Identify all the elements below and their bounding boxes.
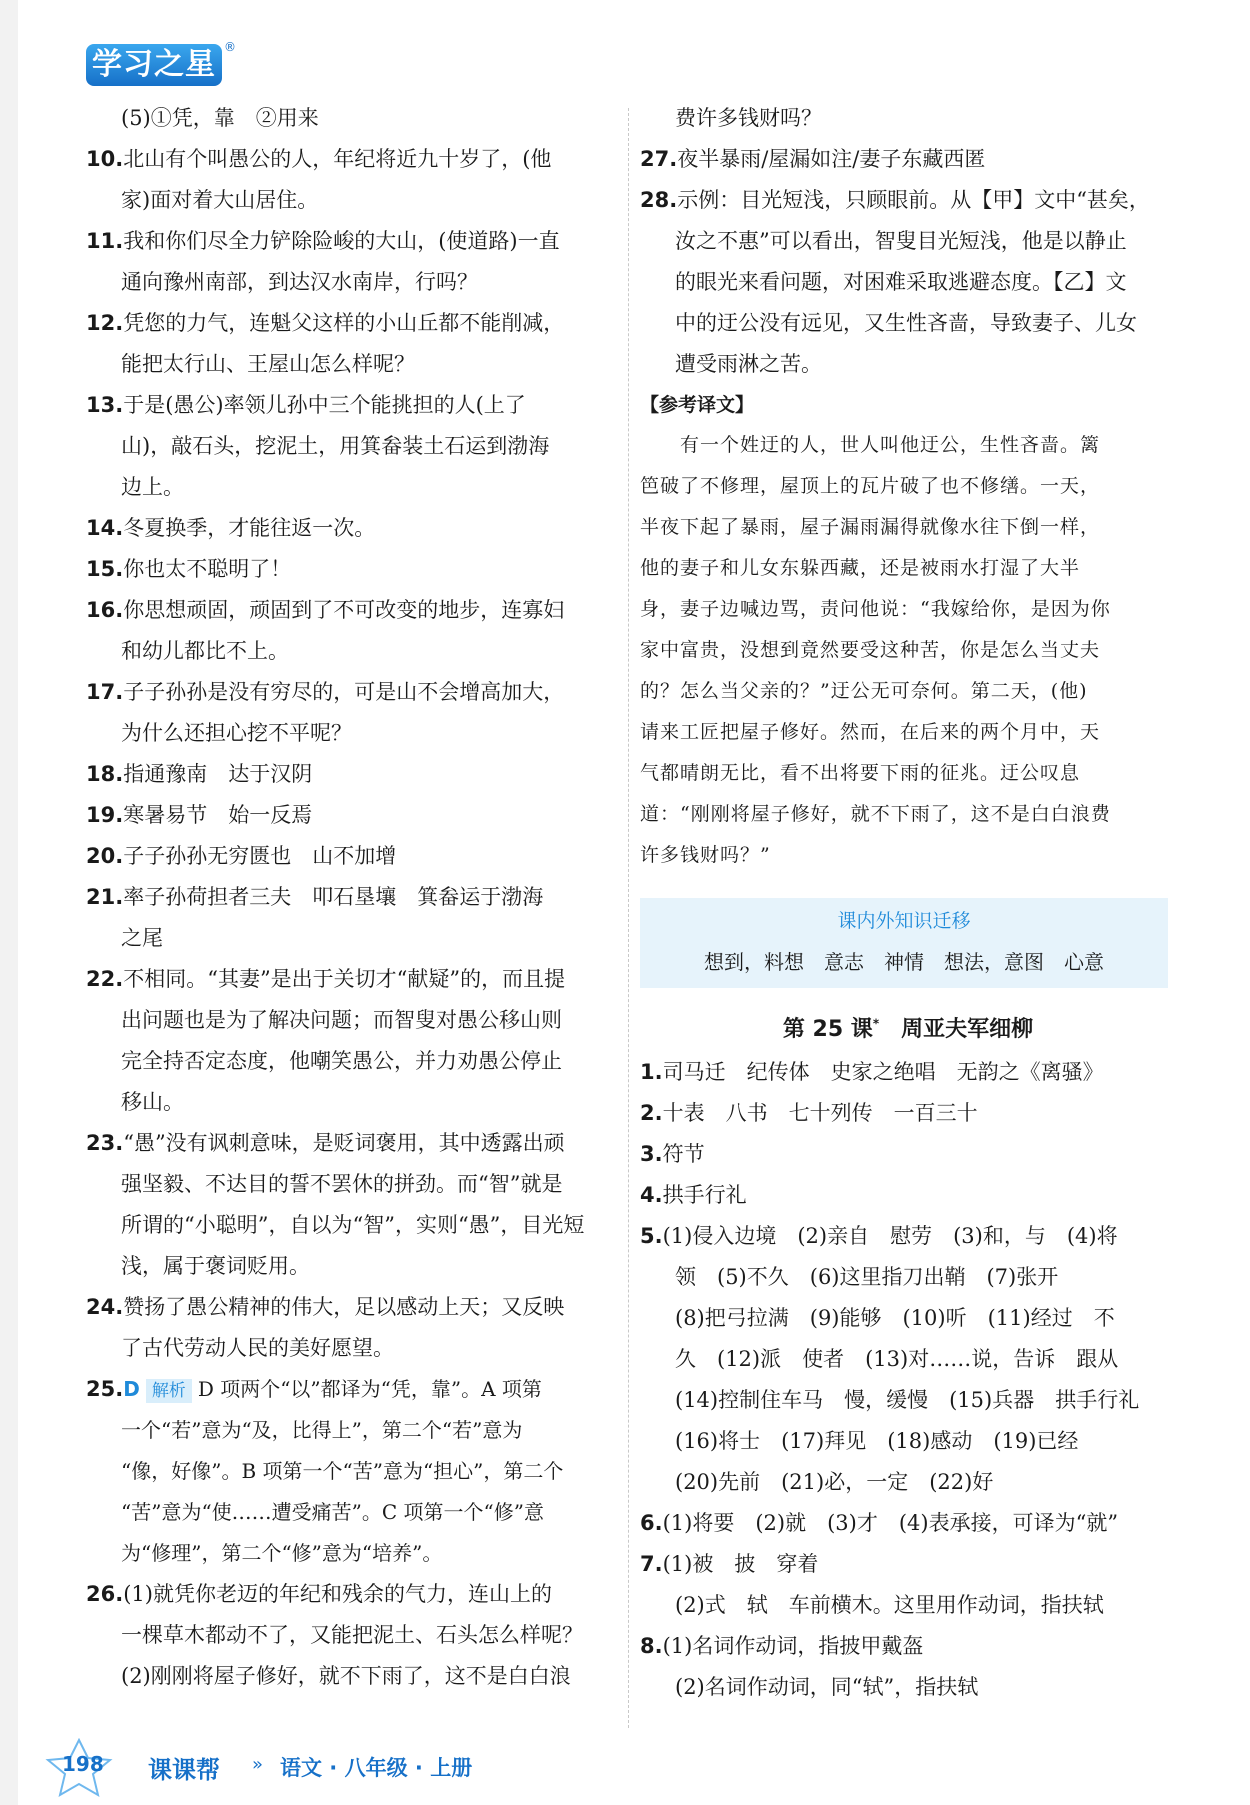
answer-line <box>86 303 618 344</box>
answer-line <box>86 344 618 385</box>
answer-text: 之尾 <box>121 926 163 950</box>
answer-text: (1)被 披 穿着 <box>662 1552 819 1576</box>
answer-number: 15. <box>86 557 124 581</box>
answer-text: (2)名词作动词，同“轼”，指扶轼 <box>675 1675 979 1699</box>
right-column <box>640 98 1176 876</box>
answer-text: 你也太不聪明了！ <box>123 557 292 581</box>
answer-choice: D <box>123 1377 140 1401</box>
answer-text: 久 (12)派 使者 (13)对……说，告诉 跟从 <box>675 1347 1119 1371</box>
answer-line <box>86 549 618 590</box>
left-column <box>86 98 618 1697</box>
answer-text: (1)侵入边境 (2)亲自 慰劳 (3)和，与 (4)将 <box>662 1224 1118 1248</box>
answer-text: 寒暑易节 始一反焉 <box>123 803 313 827</box>
answer-line <box>640 1421 1176 1462</box>
answer-number: 19. <box>86 803 124 827</box>
answer-text: 为“修理”，第二个“修”意为“培养”。 <box>121 1541 443 1565</box>
answer-text: 冬夏换季，才能往返一次。 <box>123 516 376 540</box>
answer-text: 不相同。“其妻”是出于关切才“献疑”的，而且提 <box>123 967 566 991</box>
answer-text: 遭受雨淋之苦。 <box>675 352 822 376</box>
answer-line <box>640 1462 1176 1503</box>
answer-text: 和幼儿都比不上。 <box>121 639 289 663</box>
answer-number: 17. <box>86 680 124 704</box>
answer-number: 11. <box>86 229 124 253</box>
answer-line <box>640 1339 1176 1380</box>
lesson-name: 周亚夫军细柳 <box>901 1017 1034 1042</box>
answer-line <box>86 1246 618 1287</box>
answer-text: 示例：目光短浅，只顾眼前。从【甲】文中“甚矣， <box>677 188 1150 212</box>
answer-line <box>86 836 618 877</box>
answer-text: 十表 八书 七十列传 一百三十 <box>662 1101 978 1125</box>
book-subject: 语文 · 八年级 · 上册 <box>280 1756 473 1780</box>
answer-text: 符节 <box>662 1142 705 1166</box>
answer-line <box>86 180 618 221</box>
answer-text: 夜半暴雨/屋漏如注/妻子东藏西匿 <box>677 147 986 171</box>
knowledge-box-title: 课内外知识迁移 <box>837 910 971 932</box>
answer-text: 领 (5)不久 (6)这里指刀出鞘 (7)张开 <box>675 1265 1059 1289</box>
answer-line <box>86 877 618 918</box>
translation-line: 半夜下起了暴雨，屋子漏雨漏得就像水往下倒一样， <box>640 516 1101 538</box>
answer-line <box>86 139 618 180</box>
answer-text: 了古代劳动人民的美好愿望。 <box>121 1336 394 1360</box>
translation-line: 家中富贵，没想到竟然要受这种苦，你是怎么当丈夫 <box>640 639 1101 661</box>
answer-number: 14. <box>86 516 124 540</box>
answer-text: (8)把弓拉满 (9)能够 (10)听 (11)经过 不 <box>675 1306 1115 1330</box>
answer-number: 4. <box>640 1183 663 1207</box>
reference-heading: 【参考译文】 <box>640 394 755 416</box>
answer-line <box>86 1287 618 1328</box>
answer-text: 的眼光来看问题，对困难采取逃避态度。【乙】文 <box>675 270 1127 294</box>
answer-text: 费许多钱财吗？ <box>675 106 822 130</box>
answer-line <box>86 98 618 139</box>
answer-text: 司马迁 纪传体 史家之绝唱 无韵之《离骚》 <box>662 1060 1104 1084</box>
page-edge <box>0 0 18 1805</box>
answer-text: (20)先前 (21)必，一定 (22)好 <box>675 1470 994 1494</box>
answer-text: 出问题也是为了解决问题；而智叟对愚公移山则 <box>121 1008 562 1032</box>
answer-text: “苦”意为“使……遭受痛苦”。C 项第一个“修”意 <box>121 1500 545 1524</box>
translation-line: 身，妻子边喊边骂，责问他说：“我嫁给你，是因为你 <box>640 598 1111 620</box>
answer-line <box>640 303 1176 344</box>
translation-line: 的？怎么当父亲的？”迂公无可奈何。第二天，(他) <box>640 680 1088 702</box>
answer-text: “像，好像”。B 项第一个“苦”意为“担心”，第二个 <box>121 1459 564 1483</box>
answer-number: 10. <box>86 147 124 171</box>
answer-line <box>86 467 618 508</box>
answer-line <box>86 631 618 672</box>
answer-text: (2)刚刚将屋子修好，就不下雨了，这不是白白浪 <box>121 1664 571 1688</box>
answer-text: (1)将要 (2)就 (3)才 (4)表承接，可译为“就” <box>662 1511 1119 1535</box>
answer-number: 18. <box>86 762 124 786</box>
answer-text: 率子孙荷担者三夫 叩石垦壤 箕畚运于渤海 <box>123 885 544 909</box>
answer-line <box>640 1380 1176 1421</box>
answer-number: 6. <box>640 1511 663 1535</box>
answer-number: 13. <box>86 393 124 417</box>
answer-text: 子子孙孙无穷匮也 山不加增 <box>123 844 397 868</box>
answer-line <box>86 1328 618 1369</box>
answer-number: 16. <box>86 598 124 622</box>
answer-line <box>86 1656 618 1697</box>
answer-line <box>86 262 618 303</box>
lesson-answers <box>640 1052 1176 1708</box>
answer-line <box>640 1544 1176 1585</box>
answer-text: “愚”没有讽刺意味，是贬词褒用，其中透露出顽 <box>123 1131 565 1155</box>
answer-line <box>640 1052 1176 1093</box>
answer-text: 你思想顽固，顽固到了不可改变的地步，连寡妇 <box>123 598 565 622</box>
answer-text: 凭您的力气，连魁父这样的小山丘都不能削减， <box>123 311 565 335</box>
answer-number: 3. <box>640 1142 663 1166</box>
answer-number: 22. <box>86 967 124 991</box>
answer-text: 汝之不惠”可以看出，智叟目光短浅，他是以静止 <box>675 229 1127 253</box>
answer-line <box>86 1164 618 1205</box>
answer-line <box>86 1492 618 1533</box>
answer-line <box>86 959 618 1000</box>
answer-line <box>86 1615 618 1656</box>
answer-line <box>640 1093 1176 1134</box>
answer-line <box>640 1585 1176 1626</box>
translation-line: 许多钱财吗？” <box>640 844 771 866</box>
answer-text: 移山。 <box>121 1090 184 1114</box>
answer-text: (14)控制住车马 慢，缓慢 (15)兵器 拱手行礼 <box>675 1388 1140 1412</box>
answer-line <box>86 754 618 795</box>
knowledge-box-text: 想到，料想 意志 神情 想法，意图 心意 <box>704 950 1104 974</box>
answer-text: 一个“若”意为“及，比得上”，第二个“若”意为 <box>121 1418 523 1442</box>
answer-text: 强坚毅、不达目的誓不罢休的拼劲。而“智”就是 <box>121 1172 563 1196</box>
page-footer <box>44 1738 564 1798</box>
column-divider <box>628 108 629 1728</box>
answer-number: 2. <box>640 1101 663 1125</box>
answer-line <box>640 1257 1176 1298</box>
answer-line <box>640 139 1176 180</box>
answer-line <box>86 1205 618 1246</box>
answer-line <box>640 344 1176 385</box>
translation-line: 笆破了不修理，屋顶上的瓦片破了也不修缮。一天， <box>640 475 1101 497</box>
answer-line <box>86 713 618 754</box>
translation-line: 请来工匠把屋子修好。然而，在后来的两个月中，天 <box>640 721 1101 743</box>
answer-number: 24. <box>86 1295 124 1319</box>
answer-text: 北山有个叫愚公的人，年纪将近九十岁了，(他 <box>123 147 552 171</box>
answer-line <box>86 918 618 959</box>
analysis-tag: 解析 <box>146 1379 192 1403</box>
answer-text: (5)①凭，靠 ②用来 <box>121 106 319 130</box>
reference-translation <box>640 425 1176 876</box>
answer-text: (2)式 轼 车前横木。这里用作动词，指扶轼 <box>675 1593 1104 1617</box>
knowledge-transfer-box <box>640 898 1168 988</box>
answer-number: 28. <box>640 188 678 212</box>
answer-text: 赞扬了愚公精神的伟大，足以感动上天；又反映 <box>123 1295 565 1319</box>
answer-line <box>86 1123 618 1164</box>
answer-line <box>86 672 618 713</box>
answer-line <box>86 1451 618 1492</box>
answer-text: 中的迂公没有远见，又生性吝啬，导致妻子、儿女 <box>675 311 1137 335</box>
answer-text: 家)面对着大山居住。 <box>121 188 319 212</box>
answer-line <box>86 1041 618 1082</box>
answer-number: 27. <box>640 147 678 171</box>
brand-name: 课课帮 <box>148 1756 220 1784</box>
answer-line <box>86 795 618 836</box>
lesson-number: 第 25 课 <box>782 1017 873 1042</box>
answer-line <box>640 1667 1176 1708</box>
answer-number: 8. <box>640 1634 663 1658</box>
answer-text: 通向豫州南部，到达汉水南岸，行吗？ <box>121 270 478 294</box>
answer-line <box>86 385 618 426</box>
answer-line <box>640 1134 1176 1175</box>
answer-line <box>640 180 1176 221</box>
answer-number: 20. <box>86 844 124 868</box>
answer-text: 浅，属于褒词贬用。 <box>121 1254 310 1278</box>
answer-line <box>640 221 1176 262</box>
translation-line: 道：“刚刚将屋子修好，就不下雨了，这不是白白浪费 <box>640 803 1111 825</box>
answer-number: 7. <box>640 1552 663 1576</box>
translation-line: 气都晴朗无比，看不出将要下雨的征兆。迂公叹息 <box>640 762 1081 784</box>
answer-line <box>640 262 1176 303</box>
lesson-mark: * <box>872 1016 880 1031</box>
answer-text: (16)将士 (17)拜见 (18)感动 (19)已经 <box>675 1429 1079 1453</box>
answer-number: 26. <box>86 1582 124 1606</box>
answer-text: 一棵草木都动不了，又能把泥土、石头怎么样呢？ <box>121 1623 583 1647</box>
answer-text: 为什么还担心挖不平呢？ <box>121 721 352 745</box>
translation-line: 他的妻子和儿女东躲西藏，还是被雨水打湿了大半 <box>640 557 1081 579</box>
answer-text: 边上。 <box>121 475 184 499</box>
answer-line <box>86 221 618 262</box>
answer-line <box>640 98 1176 139</box>
answer-line <box>86 1574 618 1615</box>
answer-line <box>86 1082 618 1123</box>
answer-text: D 项两个“以”都译为“凭，靠”。A 项第 <box>197 1377 542 1401</box>
answer-number: 5. <box>640 1224 663 1248</box>
answer-text: 指通豫南 达于汉阴 <box>123 762 313 786</box>
answer-line <box>86 508 618 549</box>
answer-line <box>640 1503 1176 1544</box>
answer-number: 25. <box>86 1377 124 1401</box>
chevron-icon: » <box>252 1754 264 1775</box>
answer-line <box>86 1410 618 1451</box>
registered-mark: ® <box>224 40 236 54</box>
publisher-logo: 学习之星 <box>86 44 222 86</box>
translation-line: 有一个姓迂的人，世人叫他迂公，生性吝啬。篱 <box>680 434 1101 456</box>
answer-text: 我和你们尽全力铲除险峻的大山，(使道路)一直 <box>123 229 560 253</box>
answer-line <box>86 426 618 467</box>
answer-line <box>640 1216 1176 1257</box>
lesson-heading <box>640 1012 1176 1043</box>
page-number: 198 <box>62 1752 104 1776</box>
answer-line <box>86 1533 618 1574</box>
answer-number: 21. <box>86 885 124 909</box>
answer-text: 能把太行山、王屋山怎么样呢？ <box>121 352 415 376</box>
answer-text: 子子孙孙是没有穷尽的，可是山不会增高加大， <box>123 680 565 704</box>
answer-line <box>640 1175 1176 1216</box>
answer-line <box>86 1369 618 1410</box>
answer-line <box>640 1626 1176 1667</box>
answer-text: 所谓的“小聪明”，自以为“智”，实则“愚”，目光短 <box>121 1213 585 1237</box>
answer-text: 于是(愚公)率领儿孙中三个能挑担的人(上了 <box>123 393 526 417</box>
answer-number: 23. <box>86 1131 124 1155</box>
answer-number: 12. <box>86 311 124 335</box>
answer-text: 拱手行礼 <box>662 1183 747 1207</box>
answer-line <box>86 1000 618 1041</box>
answer-line <box>640 1298 1176 1339</box>
answer-line <box>86 590 618 631</box>
answer-text: (1)名词作动词，指披甲戴盔 <box>662 1634 924 1658</box>
answer-text: 完全持否定态度，他嘲笑愚公，并力劝愚公停止 <box>121 1049 562 1073</box>
answer-text: (1)就凭你老迈的年纪和残余的气力，连山上的 <box>123 1582 552 1606</box>
answer-number: 1. <box>640 1060 663 1084</box>
answer-text: 山)，敲石头，挖泥土，用箕畚装土石运到渤海 <box>121 434 550 458</box>
